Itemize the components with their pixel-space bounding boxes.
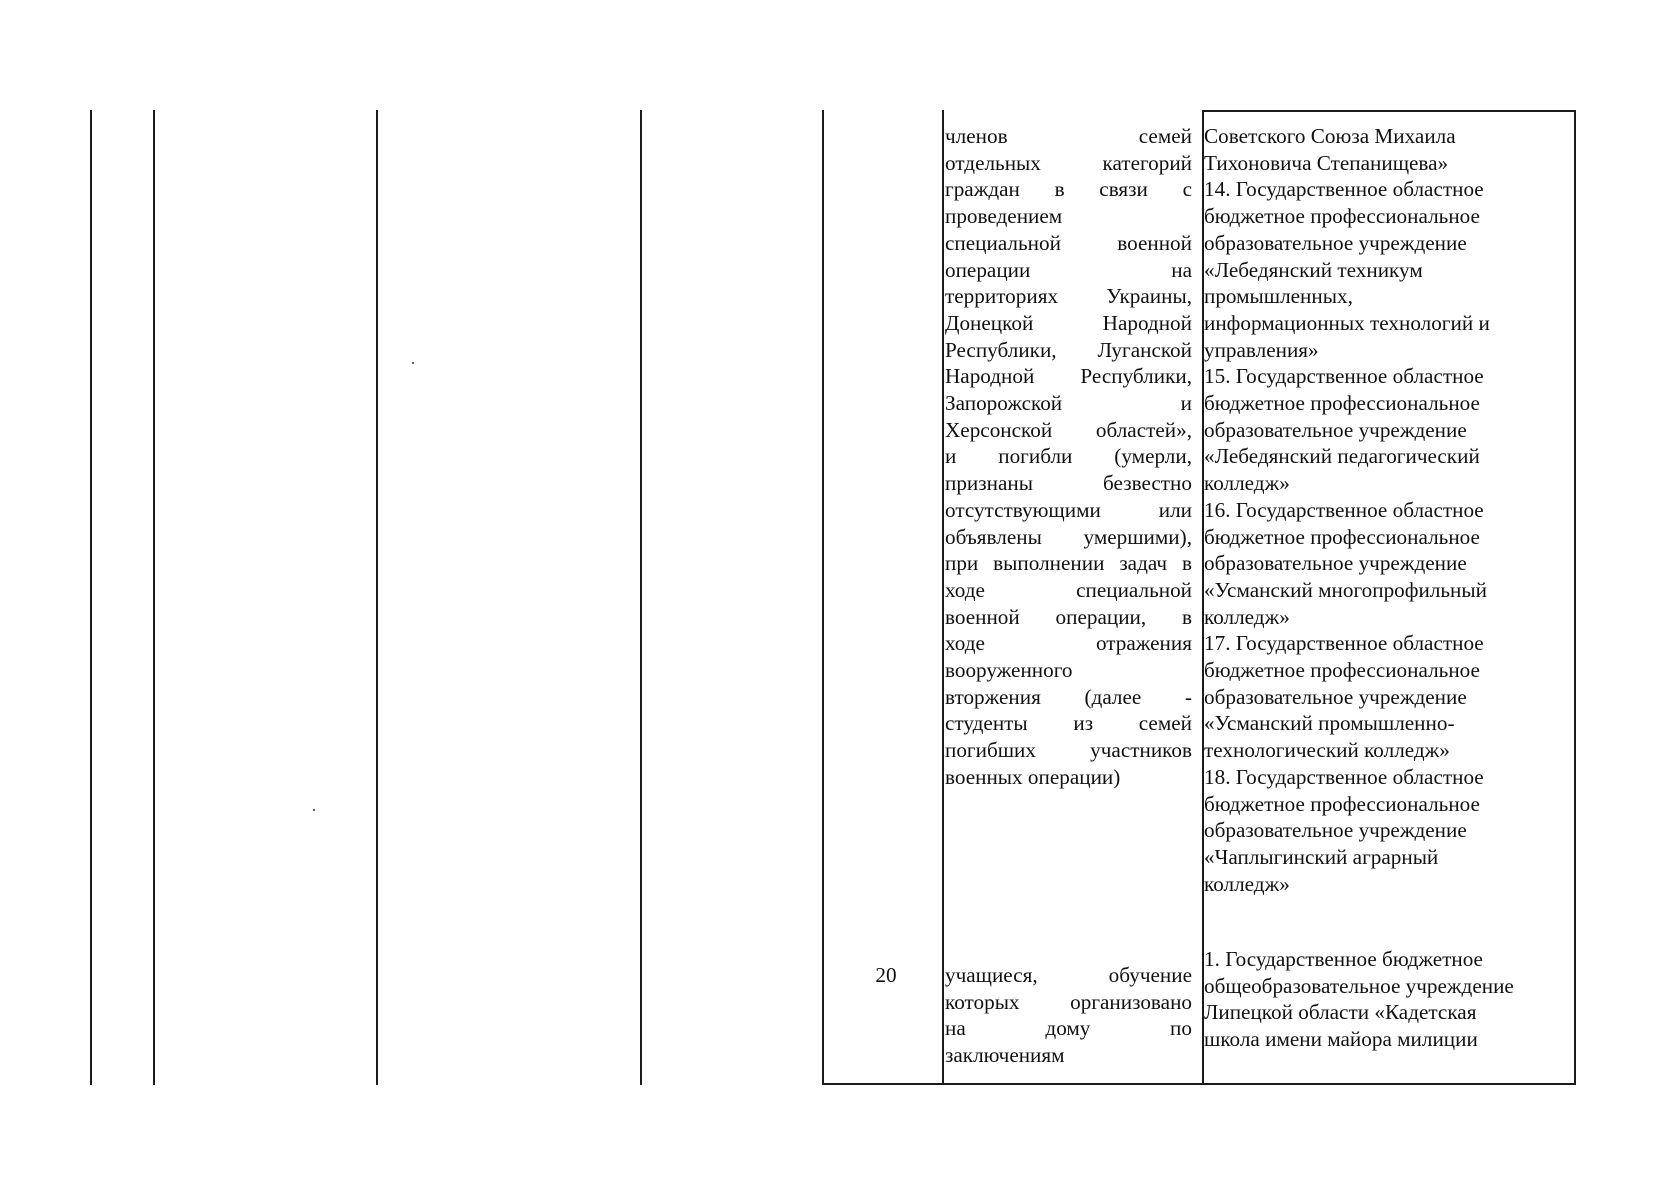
institution-line: 18. Государственное областное <box>1204 764 1484 789</box>
description-line: ходе отражения <box>945 631 1192 656</box>
institution-line: Советского Союза Михаила <box>1204 124 1456 148</box>
description-line: погибших участников <box>945 738 1192 763</box>
description-line: студенты из семей <box>945 711 1192 736</box>
description-line: проведением <box>945 204 1063 229</box>
institution-line: школа имени майора милиции <box>1204 1027 1478 1052</box>
institution-line: колледж» <box>1204 604 1290 629</box>
description-line: при выполнении задач в <box>945 551 1192 576</box>
description-line: территориях Украины, <box>945 284 1192 309</box>
institution-line: 14. Государственное областное <box>1204 177 1484 202</box>
description-line: заключениям <box>945 1043 1065 1068</box>
institution-line: «Лебедянский педагогический <box>1204 444 1480 469</box>
description-line: вооруженного <box>945 658 1073 683</box>
description-line: учащиеся, обучение <box>945 963 1192 987</box>
description-line: операции на <box>945 257 1192 282</box>
description-line: Запорожской и <box>945 391 1192 416</box>
institution-line: технологический колледж» <box>1204 738 1450 763</box>
description-line: Народной Республики, <box>945 364 1192 389</box>
institution-line: промышленных, <box>1204 284 1353 309</box>
institution-line: «Усманский промышленно- <box>1204 711 1455 736</box>
description-line: объявлены умершими), <box>945 524 1192 549</box>
institution-line: образовательное учреждение <box>1204 818 1467 843</box>
row-number: 20 <box>875 963 897 987</box>
table-rule-top-right <box>1202 110 1576 112</box>
row-20-description <box>945 962 1192 1069</box>
description-line: вторжения (далее - <box>945 684 1192 709</box>
institution-line: образовательное учреждение <box>1204 417 1467 442</box>
institution-line: образовательное учреждение <box>1204 684 1467 709</box>
description-line: на дому по <box>945 1016 1192 1041</box>
table-rule-col5 <box>822 110 824 1085</box>
institution-line: информационных технологий и <box>1204 310 1490 335</box>
institution-line: бюджетное профессиональное <box>1204 791 1480 816</box>
institution-line: 17. Государственное областное <box>1204 631 1484 656</box>
row-prev-description <box>945 123 1192 791</box>
institution-line: образовательное учреждение <box>1204 551 1467 576</box>
institution-line: Тихоновича Степанищева» <box>1204 150 1449 175</box>
description-line: военной операции, в <box>945 604 1192 629</box>
description-line: военных операции) <box>945 764 1121 789</box>
table-rule-col2 <box>153 110 155 1085</box>
institution-line: «Чаплыгинский аграрный <box>1204 844 1439 869</box>
institution-line: управления» <box>1204 337 1319 362</box>
institution-line: 16. Государственное областное <box>1204 497 1484 522</box>
institution-line: колледж» <box>1204 471 1290 496</box>
institution-line: Липецкой области «Кадетская <box>1204 1000 1477 1025</box>
institution-line: 15. Государственное областное <box>1204 364 1484 389</box>
table-rule-bottom <box>822 1083 1576 1085</box>
institution-line: 1. Государственное бюджетное <box>1204 947 1483 971</box>
institution-line: «Усманский многопрофильный <box>1204 577 1487 602</box>
institution-line: «Лебедянский техникум <box>1204 257 1423 282</box>
description-line: отсутствующими или <box>945 497 1192 522</box>
description-line: Донецкой Народной <box>945 310 1192 335</box>
institution-line: бюджетное профессиональное <box>1204 658 1480 683</box>
description-line: Херсонской областей», <box>945 417 1192 442</box>
institution-line: бюджетное профессиональное <box>1204 391 1480 416</box>
description-line: и погибли (умерли, <box>945 444 1192 469</box>
description-line: граждан в связи с <box>945 177 1192 202</box>
row-prev-institutions <box>1204 123 1564 897</box>
institution-line: бюджетное профессиональное <box>1204 524 1480 549</box>
table-rule-right <box>1574 110 1576 1085</box>
institution-line: бюджетное профессиональное <box>1204 204 1480 229</box>
description-line: признаны безвестно <box>945 471 1192 496</box>
description-line: ходе специальной <box>945 577 1192 602</box>
table-rule-col3 <box>376 110 378 1085</box>
description-line: отдельных категорий <box>945 150 1192 175</box>
description-line: членов семей <box>945 124 1192 148</box>
table-rule-col1 <box>90 110 92 1085</box>
description-line: которых организовано <box>945 989 1192 1014</box>
scan-speck <box>412 362 414 364</box>
institution-line: образовательное учреждение <box>1204 230 1467 255</box>
table-rule-col4 <box>640 110 642 1085</box>
row-20-institutions <box>1204 946 1564 1053</box>
institution-line: общеобразовательное учреждение <box>1204 973 1514 998</box>
institution-line: колледж» <box>1204 871 1290 896</box>
description-line: Республики, Луганской <box>945 337 1192 362</box>
table-rule-col6 <box>942 110 944 1085</box>
description-line: специальной военной <box>945 230 1192 255</box>
scan-speck <box>313 809 315 811</box>
